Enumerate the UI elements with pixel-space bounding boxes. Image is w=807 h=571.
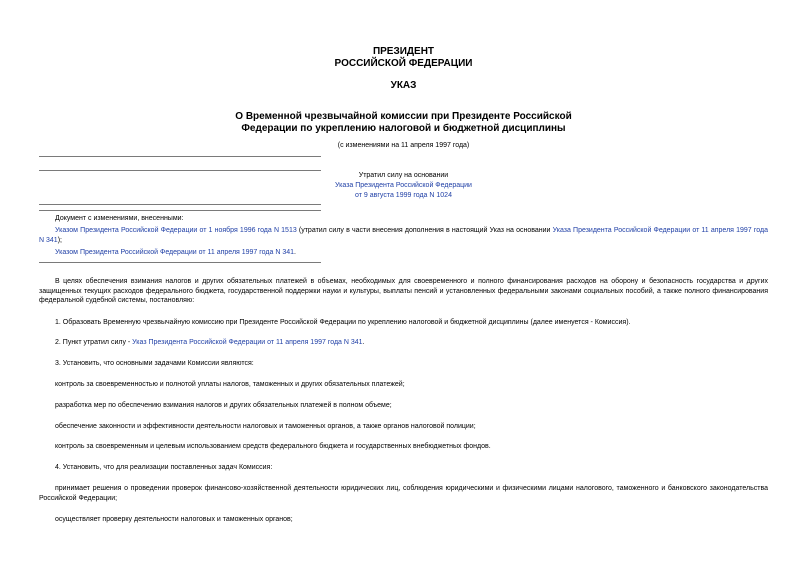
- doc-type: УКАЗ: [390, 80, 417, 91]
- paragraph-2-link[interactable]: Указ Президента Российской Федерации от 11 апреля 1997 года N 341: [132, 339, 363, 346]
- doc-title: [0, 111, 807, 135]
- divider: [39, 156, 321, 157]
- paragraph-3: 3. Установить, что основными задачами Комиссии являются:: [55, 360, 254, 367]
- repeal-link-line-2[interactable]: от 9 августа 1999 года N 1024: [355, 192, 452, 199]
- president-line-2: РОССИЙСКОЙ ФЕДЕРАЦИИ: [334, 58, 473, 69]
- paragraph-3-item-a: контроль за своевременностью и полнотой уплаты налогов, таможенных и других обязательных платежей;: [55, 381, 405, 388]
- paragraph-2: [39, 338, 768, 348]
- amendments-intro: Документ с изменениями, внесенными:: [55, 215, 184, 222]
- paragraph-3-item-c: обеспечение законности и эффективности деятельности налоговых и таможенных органов, а также органов налоговой полиции;: [55, 423, 476, 430]
- repeal-note: [0, 171, 807, 201]
- amendment-text-1: (утратил силу в части внесения дополнения в настоящий Указ на основании: [296, 227, 553, 234]
- title-line-1: О Временной чрезвычайной комиссии при Президенте Российской: [235, 111, 572, 122]
- paragraph-2-text: 2. Пункт утратил силу -: [55, 339, 133, 346]
- paragraph-4-item-b: осуществляет проверку деятельности налоговых и таможенных органов;: [55, 516, 293, 523]
- changes-note: (с изменениями на 11 апреля 1997 года): [337, 142, 470, 149]
- title-line-2: Федерации по укреплению налоговой и бюджетной дисциплины: [241, 123, 566, 134]
- header-president: [0, 46, 807, 70]
- divider: [39, 210, 321, 211]
- divider: [39, 204, 321, 205]
- paragraph-2-tail: .: [362, 339, 365, 346]
- amendment-tail-1: );: [57, 236, 62, 244]
- amendment-link-1b[interactable]: Указа Президента Российской Федерации от 11 апреля 1997 года N 341: [39, 227, 768, 244]
- paragraph-1: 1. Образовать Временную чрезвычайную комиссию при Президенте Российской Федерации по укреплению налоговой и бюджетной дисциплины (далее именуется - Комиссия).: [55, 319, 631, 326]
- repeal-line-1: Утратил силу на основании: [358, 172, 449, 179]
- amendment-tail-2: .: [294, 249, 296, 256]
- paragraph-4: 4. Установить, что для реализации поставленных задач Комиссия:: [55, 464, 273, 471]
- president-line-1: ПРЕЗИДЕНТ: [372, 46, 435, 57]
- repeal-link-line-1[interactable]: Указа Президента Российской Федерации: [335, 182, 472, 189]
- preamble: В целях обеспечения взимания налогов и других обязательных платежей в объемах, необходимых для своевременного и полного финансирования расходов на оборону и безопасность государства и других защищенных текущих расходов федерального бюджета, государственной поддержки науки и культуры, выплаты пенсий и установленных федеральными законами социальных пособий, а также полного финансирования федеральной судебной системы, постановляю:: [39, 278, 768, 304]
- divider: [39, 262, 321, 263]
- paragraph-3-item-d: контроль за своевременным и целевым использованием средств федерального бюджета и государственных внебюджетных фондов.: [55, 443, 491, 450]
- amendment-link-1[interactable]: Указом Президента Российской Федерации от 1 ноября 1996 года N 1513: [55, 227, 297, 234]
- amendment-item-1: [39, 226, 768, 245]
- amendment-link-2[interactable]: Указом Президента Российской Федерации от 11 апреля 1997 года N 341: [55, 249, 295, 256]
- paragraph-3-item-b: разработка мер по обеспечению взимания налогов и других обязательных платежей в полном объеме;: [55, 402, 392, 409]
- amendment-item-2: [39, 248, 768, 258]
- paragraph-4-item-a: принимает решения о проведении проверок финансово-хозяйственной деятельности юридических лиц, соблюдения юридическими и физическими лицами налогового, таможенного и банковского законодательства Российской Федерации;: [39, 485, 768, 502]
